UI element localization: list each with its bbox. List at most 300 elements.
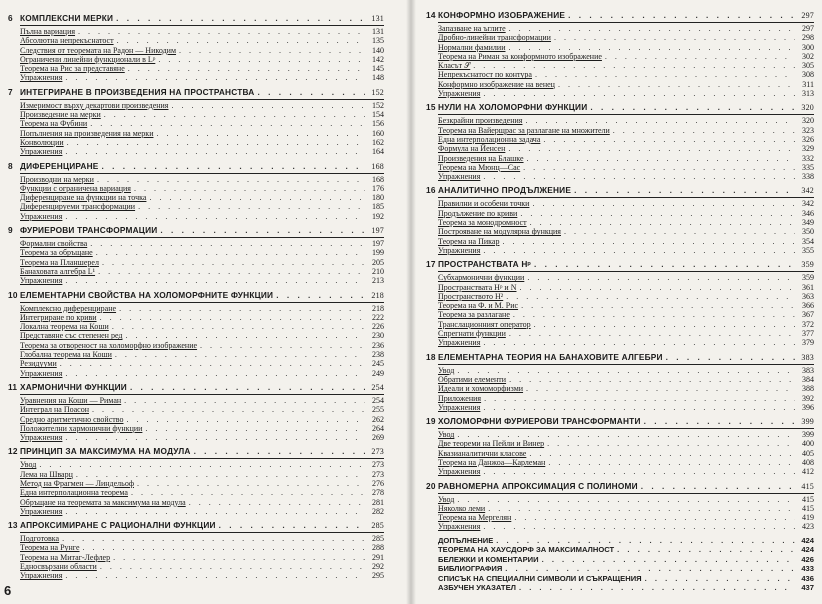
entry-page: 300 xyxy=(802,42,814,52)
chapter-title: КОМПЛЕКСНИ МЕРКИ xyxy=(20,13,114,23)
dot-leader xyxy=(145,424,365,433)
entry-page: 273 xyxy=(372,460,384,470)
dot-leader xyxy=(530,218,795,227)
toc-entry xyxy=(426,495,814,504)
toc-entry xyxy=(426,172,814,181)
toc-entry xyxy=(8,147,384,156)
entry-page: 366 xyxy=(802,301,814,311)
chapter-title: ЕЛЕМЕНТАРНА ТЕОРИЯ НА БАНАХОВИТЕ АЛГЕБРИ xyxy=(438,351,663,362)
dot-leader xyxy=(104,110,365,119)
dot-leader xyxy=(113,553,365,562)
toc-chapter xyxy=(426,481,814,532)
entry-page: 359 xyxy=(802,273,814,283)
entry-title: Увод xyxy=(438,365,455,375)
entry-title: Безкрайни произведения xyxy=(438,116,523,126)
dot-leader xyxy=(116,13,365,24)
toc-entry xyxy=(8,331,384,340)
toc-entry xyxy=(8,258,384,267)
toc-entry xyxy=(426,403,814,412)
toc-entry xyxy=(426,135,814,144)
toc-entry xyxy=(8,27,384,36)
dot-leader xyxy=(527,154,795,163)
dot-leader xyxy=(119,304,365,313)
dot-leader xyxy=(574,185,795,196)
toc-entry xyxy=(8,64,384,73)
toc-entry xyxy=(8,424,384,433)
toc-entry xyxy=(426,467,814,476)
chapter-page: 254 xyxy=(371,382,384,392)
entry-page: 148 xyxy=(372,73,384,83)
dot-leader xyxy=(523,163,795,172)
toc-entry xyxy=(426,144,814,153)
toc-entry xyxy=(8,202,384,211)
entry-page: 292 xyxy=(372,562,384,572)
chapter-heading xyxy=(8,13,384,24)
toc-entry xyxy=(426,227,814,236)
dot-leader xyxy=(200,341,365,350)
toc-entry xyxy=(8,341,384,350)
toc-entry xyxy=(8,488,384,497)
entry-page: 311 xyxy=(802,79,814,89)
toc-chapter xyxy=(426,10,814,98)
entry-page: 162 xyxy=(372,137,384,147)
dot-leader xyxy=(100,562,365,571)
dot-leader xyxy=(156,129,365,138)
entry-page: 222 xyxy=(372,312,384,322)
entry-title: Обръщане на теоремата за максимума на модула xyxy=(20,497,186,507)
entry-title: Продължение по криви xyxy=(438,208,518,218)
dot-leader xyxy=(60,359,365,368)
toc-entry xyxy=(8,415,384,424)
toc-entry xyxy=(426,310,814,319)
toc-entry xyxy=(426,237,814,246)
chapter-heading xyxy=(8,87,384,98)
entry-title: Ограничени линейни функционали в Lᵖ xyxy=(20,54,156,64)
entry-page: 142 xyxy=(372,54,384,64)
entry-page: 168 xyxy=(372,174,384,184)
toc-entry xyxy=(426,449,814,458)
chapter-title: ДИФЕРЕНЦИРАНЕ xyxy=(20,160,99,171)
chapter-page: 320 xyxy=(801,103,814,113)
chapter-rule xyxy=(438,428,814,429)
toc-entry xyxy=(8,470,384,479)
entry-title: Упражнения xyxy=(438,89,481,99)
dot-leader xyxy=(613,126,795,135)
entry-title: Комплексно диференциране xyxy=(20,303,117,313)
entry-title: Произведение на мерки xyxy=(20,110,101,120)
entry-page: 276 xyxy=(372,478,384,488)
toc-entry xyxy=(8,138,384,147)
entry-title: Една интерполационна задача xyxy=(438,134,541,144)
toc-entry xyxy=(426,163,814,172)
entry-title: Теорема на Планшерел xyxy=(20,257,99,267)
right-page xyxy=(411,0,822,604)
dot-leader xyxy=(502,237,795,246)
entry-title: Упражнения xyxy=(20,147,63,157)
entry-title: Увод xyxy=(20,460,37,470)
toc-entry xyxy=(8,36,384,45)
dot-leader xyxy=(542,555,795,565)
chapter-page: 285 xyxy=(371,521,384,531)
entry-page: 254 xyxy=(372,395,384,405)
entry-page: 361 xyxy=(802,282,814,292)
entry-page: 423 xyxy=(802,522,814,532)
entry-page: 288 xyxy=(372,543,384,553)
dot-leader xyxy=(505,564,795,574)
entry-title: Упражнения xyxy=(20,571,63,581)
entry-title: Локална теорема на Коши xyxy=(20,322,109,332)
entry-title: Упражнения xyxy=(20,368,63,378)
dot-leader xyxy=(483,246,795,255)
dot-leader xyxy=(257,87,365,98)
chapter-heading xyxy=(426,185,814,196)
dot-leader xyxy=(513,310,795,319)
dot-leader xyxy=(564,227,795,236)
dot-leader xyxy=(535,70,795,79)
dot-leader xyxy=(496,536,795,546)
chapter-title: ПРОСТРАНСТВАТА Hᵖ xyxy=(438,259,531,270)
entry-title: Правилни и особени точки xyxy=(438,199,530,209)
entry-title: Упражнения xyxy=(438,402,481,412)
toc-chapter xyxy=(8,225,384,285)
dot-leader xyxy=(179,46,365,55)
entry-page: 415 xyxy=(802,503,814,513)
entry-page: 408 xyxy=(802,457,814,467)
chapter-number: 15 xyxy=(426,102,436,113)
dot-leader xyxy=(520,209,795,218)
toc-entry xyxy=(8,184,384,193)
entry-title: Транслационният оператор xyxy=(438,319,531,329)
dot-leader xyxy=(76,470,365,479)
entry-title: Положителни хармонични функции xyxy=(20,423,143,433)
entry-page: 415 xyxy=(802,494,814,504)
entry-title: Теорема на Рунге xyxy=(20,543,80,553)
toc-entry xyxy=(8,396,384,405)
dot-leader xyxy=(65,147,365,156)
toc-entry xyxy=(426,439,814,448)
entry-page: 349 xyxy=(802,218,814,228)
toc-entry xyxy=(426,292,814,301)
entry-page: 326 xyxy=(802,134,814,144)
chapter-rule xyxy=(438,271,814,272)
entry-page: 180 xyxy=(372,193,384,203)
entry-title: Построяване на модулярна функция xyxy=(438,227,561,237)
entry-page: 264 xyxy=(372,423,384,433)
chapter-heading xyxy=(426,481,814,492)
toc-entry xyxy=(426,384,814,393)
dot-leader xyxy=(171,101,365,110)
entry-title: Субхармонични функции xyxy=(438,273,525,283)
entry-page: 384 xyxy=(802,374,814,384)
entry-title: Теорема на Рис за представяне xyxy=(20,64,125,74)
toc-entry xyxy=(426,338,814,347)
entry-title: Банаховата алгебра L¹ xyxy=(20,266,96,276)
toc-entry xyxy=(426,458,814,467)
entry-page: 372 xyxy=(802,319,814,329)
entry-title: Конволюции xyxy=(20,137,64,147)
entry-title: Лема на Шварц xyxy=(20,469,73,479)
toc-entry xyxy=(8,239,384,248)
dot-leader xyxy=(529,449,795,458)
entry-page: 262 xyxy=(372,414,384,424)
toc-entry xyxy=(8,129,384,138)
entry-page: 320 xyxy=(802,116,814,126)
entry-page: 329 xyxy=(802,144,814,154)
chapter-title: АПРОКСИМИРАНЕ С РАЦИОНАЛНИ ФУНКЦИИ xyxy=(20,520,216,531)
entry-page: 226 xyxy=(372,322,384,332)
entry-title: Следствия от теоремата на Радон — Никодим xyxy=(20,45,177,55)
dot-leader xyxy=(532,199,795,208)
chapter-title: ХАРМОНИЧНИ ФУНКЦИИ xyxy=(20,381,127,392)
toc-chapter xyxy=(8,290,384,378)
entry-page: 245 xyxy=(372,359,384,369)
entry-title: Производни на мерки xyxy=(20,174,94,184)
dot-leader xyxy=(102,258,365,267)
back-matter-title: СПИСЪК НА СПЕЦИАЛНИ СИМВОЛИ И СЪКРАЩЕНИЯ xyxy=(438,573,642,583)
entry-page: 400 xyxy=(802,439,814,449)
entry-title: Упражнения xyxy=(438,245,481,255)
toc-entry xyxy=(426,24,814,33)
chapter-heading xyxy=(426,352,814,363)
chapter-heading xyxy=(8,161,384,172)
dot-leader xyxy=(484,394,795,403)
chapter-heading xyxy=(8,382,384,393)
chapter-page: 197 xyxy=(371,226,384,236)
chapter-number: 9 xyxy=(8,225,13,236)
entry-title: Измеримост върху декартови произведения xyxy=(20,100,169,110)
entry-page: 152 xyxy=(372,100,384,110)
entry-title: Пространството H² xyxy=(438,291,504,301)
back-matter-title: БИБЛИОГРАФИЯ xyxy=(438,564,503,574)
entry-title: Упражнения xyxy=(20,506,63,516)
entry-title: Непрекъснатост по контура xyxy=(438,70,532,80)
book-gutter xyxy=(406,0,416,604)
entry-title: Дробно-линейни трансформации xyxy=(438,33,551,43)
back-matter-entry xyxy=(426,545,814,555)
chapter-page: 342 xyxy=(801,186,814,196)
entry-page: 323 xyxy=(802,125,814,135)
dot-leader xyxy=(83,543,365,552)
dot-leader xyxy=(519,283,795,292)
entry-page: 305 xyxy=(802,61,814,71)
dot-leader xyxy=(96,248,365,257)
page-number: 6 xyxy=(4,583,12,598)
dot-leader xyxy=(548,458,795,467)
toc-entry xyxy=(426,522,814,531)
toc-entry xyxy=(8,460,384,469)
entry-title: Теорема за разлагане xyxy=(438,310,510,320)
chapter-rule xyxy=(20,458,384,459)
entry-page: 291 xyxy=(372,552,384,562)
back-matter-page: 433 xyxy=(801,564,814,574)
dot-leader xyxy=(138,202,365,211)
chapter-page: 218 xyxy=(371,290,384,300)
entry-title: Формула на Йенсен xyxy=(438,144,506,154)
dot-leader xyxy=(483,522,795,531)
toc-entry xyxy=(426,52,814,61)
chapter-heading xyxy=(426,10,814,21)
entry-page: 295 xyxy=(372,571,384,581)
dot-leader xyxy=(534,259,795,270)
toc-entry xyxy=(426,89,814,98)
back-matter-title: ДОПЪЛНЕНИЕ xyxy=(438,535,494,545)
entry-title: Обратими елементи xyxy=(438,374,507,384)
dot-leader xyxy=(457,366,795,375)
chapter-title: ХОЛОМОРФНИ ФУРИЕРОВИ ТРАНСФОРМАНТИ xyxy=(438,416,641,427)
entry-title: Теорема за монодромност xyxy=(438,218,527,228)
entry-title: Пространствата Hᵖ и N xyxy=(438,282,517,292)
entry-title: Теорема на Фубини xyxy=(20,119,88,129)
entry-page: 197 xyxy=(372,239,384,249)
toc-entry xyxy=(426,80,814,89)
toc-entry xyxy=(8,405,384,414)
toc-entry xyxy=(8,479,384,488)
dot-leader xyxy=(160,225,365,236)
entry-page: 379 xyxy=(802,338,814,348)
toc-entry xyxy=(8,350,384,359)
dot-leader xyxy=(617,545,795,555)
back-matter-title: АЗБУЧЕН УКАЗАТЕЛ xyxy=(438,583,516,593)
entry-title: Упражнения xyxy=(438,522,481,532)
dot-leader xyxy=(568,10,795,21)
dot-leader xyxy=(508,43,795,52)
toc-entry xyxy=(8,433,384,442)
entry-title: Спрегнати функции xyxy=(438,329,506,339)
toc-entry xyxy=(426,70,814,79)
entry-title: Теорема на Мюнц—Сас xyxy=(438,162,521,172)
dot-leader xyxy=(125,331,365,340)
entry-page: 156 xyxy=(372,119,384,129)
dot-leader xyxy=(124,396,365,405)
toc-entry xyxy=(426,320,814,329)
dot-leader xyxy=(65,276,365,285)
dot-leader xyxy=(189,498,365,507)
back-matter-page: 426 xyxy=(801,554,814,564)
dot-leader xyxy=(527,273,795,282)
chapter-heading xyxy=(426,102,814,113)
entry-title: Глобална теорема на Коши xyxy=(20,350,112,360)
back-matter-entry xyxy=(426,555,814,565)
chapter-number: 18 xyxy=(426,351,436,362)
dot-leader xyxy=(526,384,795,393)
chapter-heading xyxy=(8,446,384,457)
entry-title: Теорема за отвореност на холоморфно изображение xyxy=(20,340,198,350)
dot-leader xyxy=(39,460,365,469)
chapter-rule xyxy=(20,25,384,26)
chapter-number: 8 xyxy=(8,160,13,171)
toc-chapter xyxy=(426,416,814,476)
dot-leader xyxy=(194,446,365,457)
entry-page: 281 xyxy=(372,497,384,507)
chapter-rule xyxy=(438,22,814,23)
chapter-title: АНАЛИТИЧНО ПРОДЪЛЖЕНИЕ xyxy=(438,185,572,196)
dot-leader xyxy=(65,571,365,580)
entry-page: 199 xyxy=(372,248,384,258)
back-matter-entry xyxy=(426,583,814,593)
dot-leader xyxy=(558,80,795,89)
chapter-rule xyxy=(438,197,814,198)
chapter-rule xyxy=(438,114,814,115)
chapter-number: 6 xyxy=(8,13,13,23)
toc-entry xyxy=(426,513,814,522)
chapter-rule xyxy=(20,99,384,100)
entry-page: 213 xyxy=(372,276,384,286)
dot-leader xyxy=(134,184,365,193)
chapter-heading xyxy=(426,259,814,270)
entry-title: Интеграл на Поасон xyxy=(20,405,89,415)
toc-entry xyxy=(426,301,814,310)
entry-page: 278 xyxy=(372,488,384,498)
entry-page: 313 xyxy=(802,89,814,99)
dot-leader xyxy=(97,175,365,184)
entry-page: 367 xyxy=(802,310,814,320)
dot-leader xyxy=(483,338,795,347)
chapter-page: 359 xyxy=(801,260,814,270)
entry-page: 412 xyxy=(802,467,814,477)
back-matter-page: 436 xyxy=(801,573,814,583)
dot-leader xyxy=(457,430,795,439)
chapter-heading xyxy=(8,520,384,531)
chapter-number: 10 xyxy=(8,289,18,300)
back-matter-title: БЕЛЕЖКИ И КОМЕНТАРИИ xyxy=(438,554,539,564)
entry-title: Резидууми xyxy=(20,359,57,369)
toc-chapter xyxy=(8,161,384,221)
toc-entry xyxy=(426,366,814,375)
entry-page: 269 xyxy=(372,433,384,443)
entry-title: Теорема на Данжоа—Карлеман xyxy=(438,457,546,467)
entry-title: Упражнения xyxy=(438,338,481,348)
entry-title: Няколко леми xyxy=(438,503,486,513)
toc-entry xyxy=(426,375,814,384)
dot-leader xyxy=(509,375,795,384)
back-matter-page: 424 xyxy=(801,535,814,545)
dot-leader xyxy=(98,267,365,276)
toc-entry xyxy=(426,430,814,439)
entry-title: Теорема на Мергелян xyxy=(438,513,512,523)
dot-leader xyxy=(509,24,795,33)
entry-page: 302 xyxy=(802,51,814,61)
entry-page: 383 xyxy=(802,365,814,375)
dot-leader xyxy=(158,55,365,64)
dot-leader xyxy=(100,313,365,322)
dot-leader xyxy=(65,73,365,82)
dot-leader xyxy=(65,433,365,442)
chapter-number: 16 xyxy=(426,185,436,196)
entry-title: Класът 𝒮 xyxy=(438,61,471,71)
entry-page: 285 xyxy=(372,534,384,544)
toc-entry xyxy=(8,267,384,276)
toc-chapter xyxy=(426,102,814,181)
dot-leader xyxy=(276,290,365,301)
entry-title: Идеали и хомоморфизми xyxy=(438,384,524,394)
toc-entry xyxy=(8,498,384,507)
entry-page: 145 xyxy=(372,64,384,74)
entry-title: Нормални фамилии xyxy=(438,42,506,52)
dot-leader xyxy=(131,488,365,497)
entry-title: Квазианалитични класове xyxy=(438,448,527,458)
toc-entry xyxy=(8,507,384,516)
chapter-number: 13 xyxy=(8,520,18,531)
chapter-title: ИНТЕГРИРАНЕ В ПРОИЗВЕДЕНИЯ НА ПРОСТРАНСТВА xyxy=(20,86,255,97)
back-matter-page: 437 xyxy=(801,583,814,593)
entry-page: 160 xyxy=(372,128,384,138)
toc-entry xyxy=(8,543,384,552)
entry-page: 140 xyxy=(372,45,384,55)
entry-page: 131 xyxy=(372,27,384,36)
entry-page: 363 xyxy=(802,291,814,301)
chapter-rule xyxy=(438,364,814,365)
dot-leader xyxy=(525,116,795,125)
